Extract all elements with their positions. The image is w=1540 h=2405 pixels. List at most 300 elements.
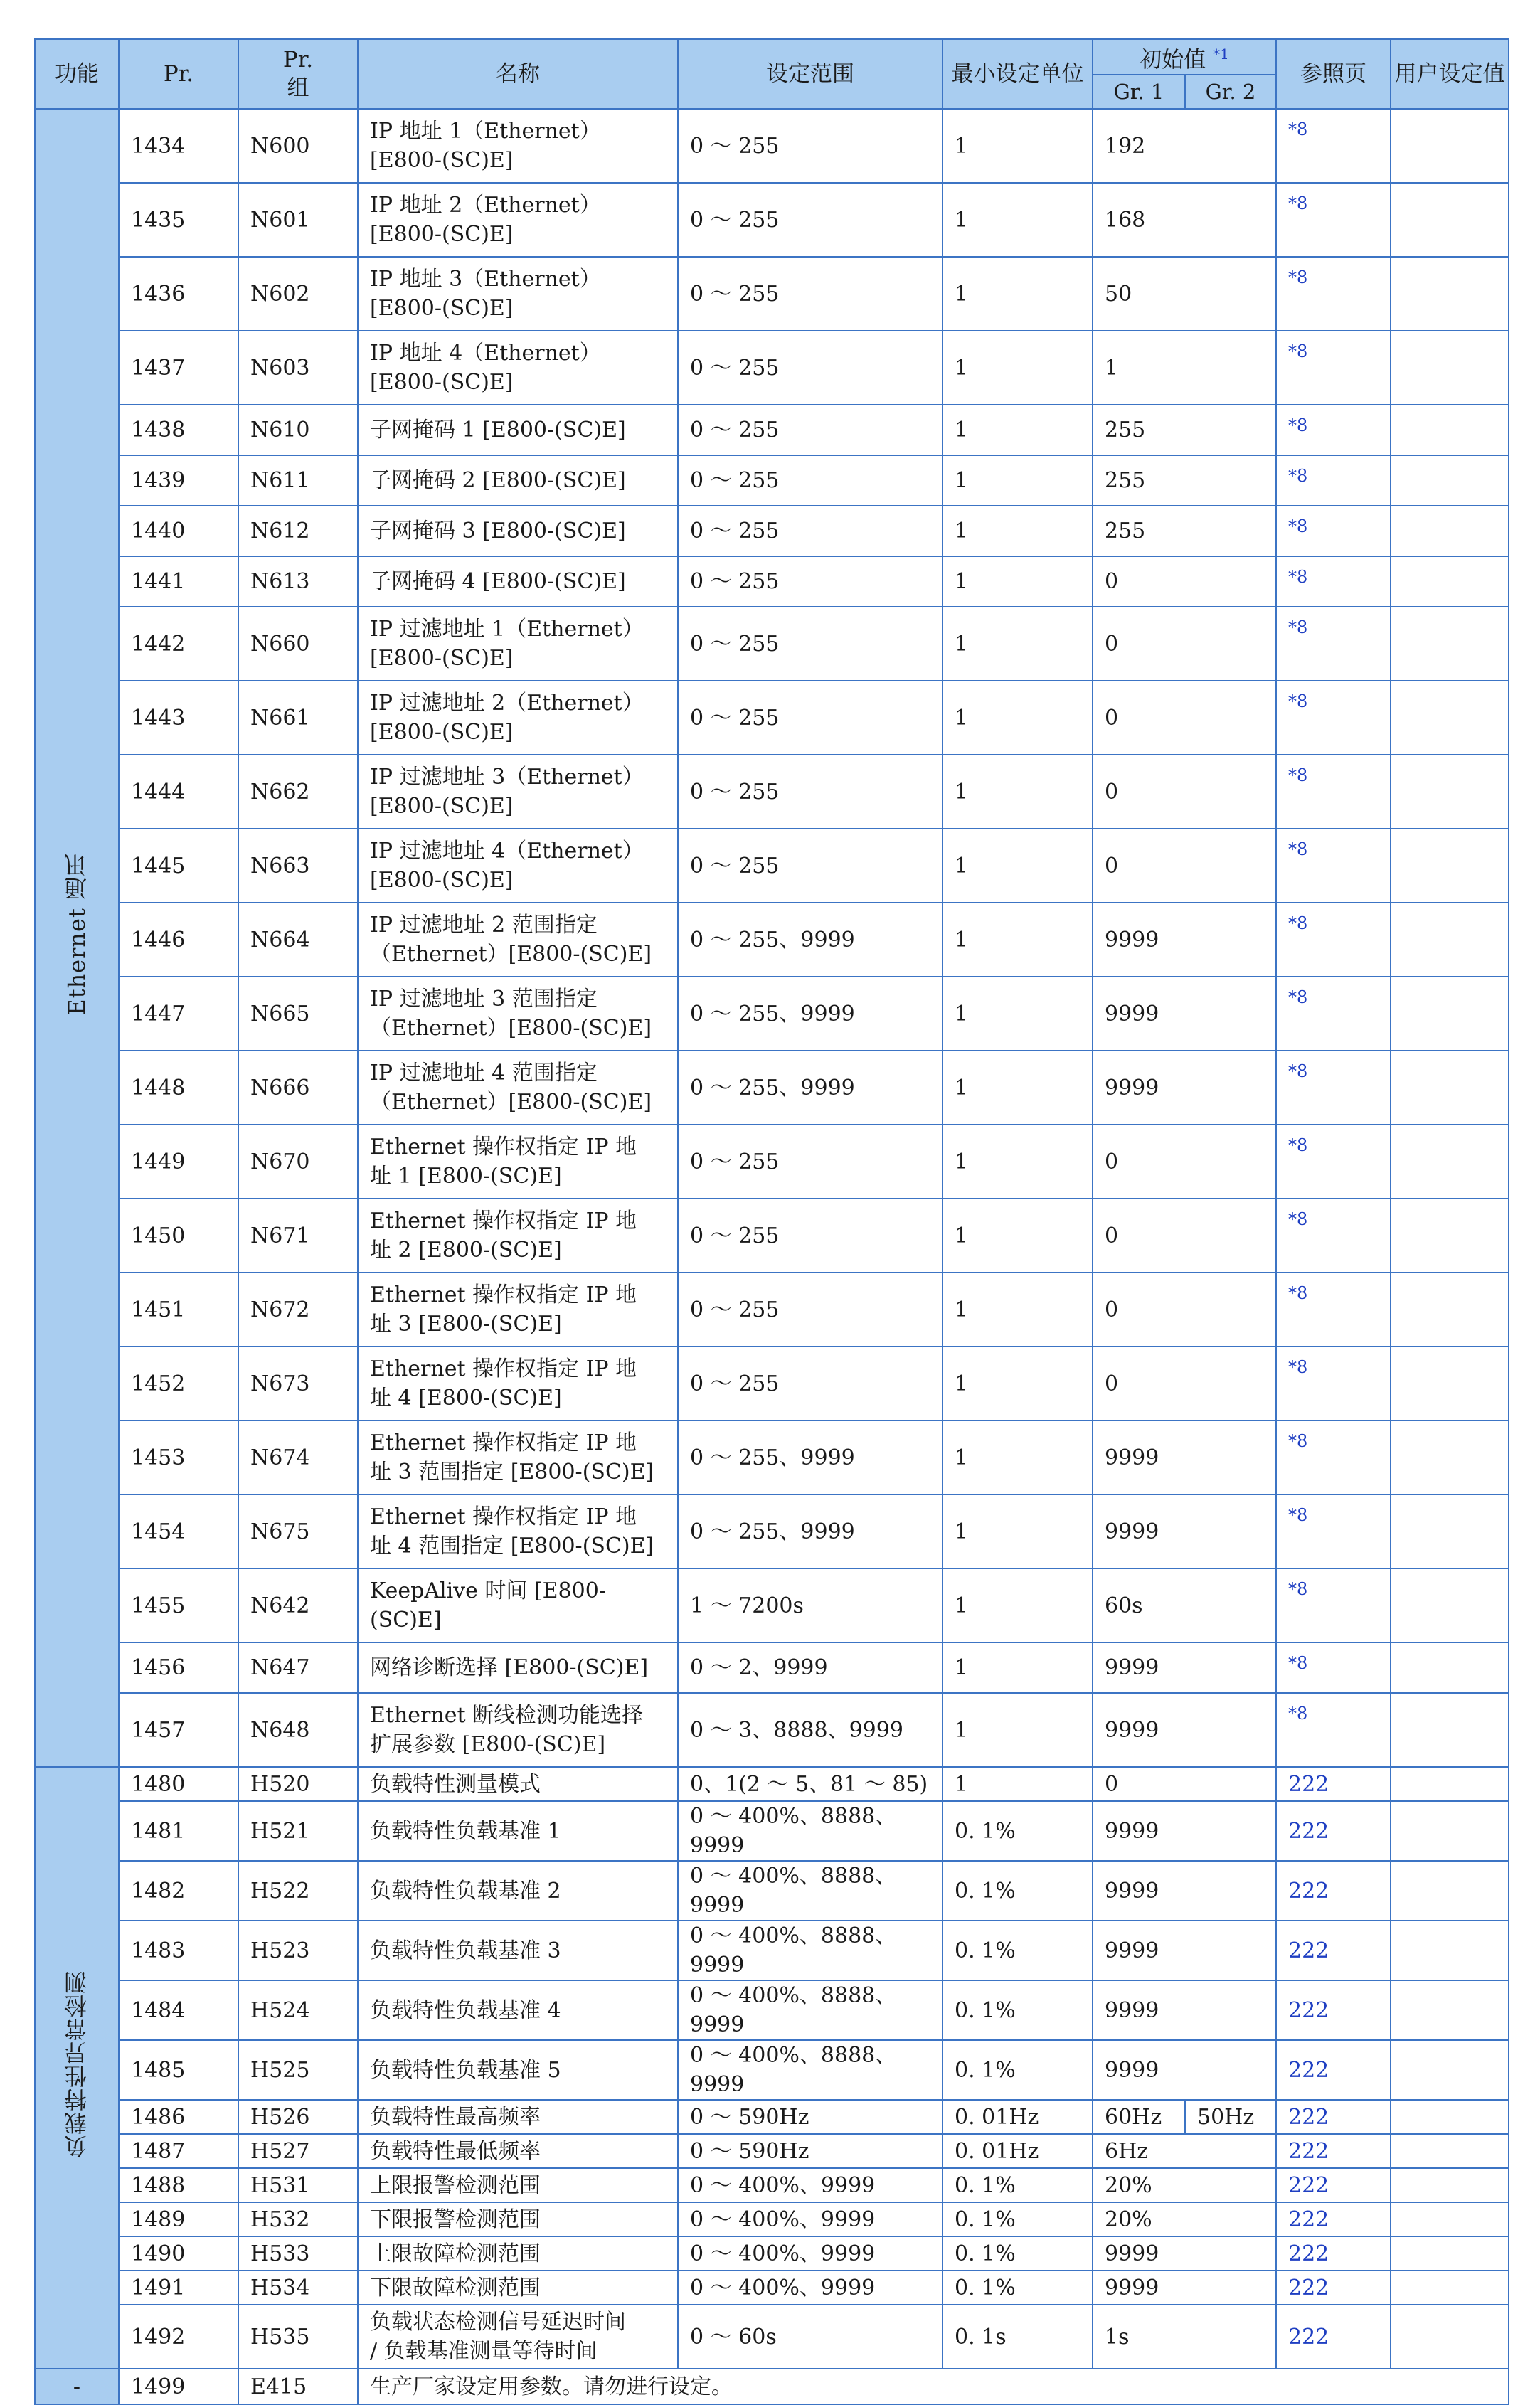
pr-group: H521 bbox=[238, 1801, 358, 1861]
parameter-name bbox=[358, 506, 678, 556]
table-row bbox=[35, 1568, 1509, 1642]
setting-range: 0 ～ 60s bbox=[678, 2305, 942, 2369]
reference-page-link[interactable]: *8 bbox=[1276, 755, 1391, 829]
pr-number: 1441 bbox=[119, 556, 238, 607]
parameter-name-line: [E800-(SC)E] bbox=[370, 222, 514, 248]
pr-number: 1446 bbox=[119, 903, 238, 977]
initial-value: 255 bbox=[1093, 506, 1276, 556]
setting-range: 0 ～ 255 bbox=[678, 1199, 942, 1273]
user-setting-value bbox=[1391, 1921, 1509, 1980]
min-setting-unit: 1 bbox=[942, 1199, 1093, 1273]
header-gr1: Gr. 1 bbox=[1093, 75, 1185, 109]
parameter-name-line: / 负载基准测量等待时间 bbox=[370, 2339, 598, 2364]
table-row bbox=[35, 2134, 1509, 2168]
reference-page-link[interactable]: 222 bbox=[1276, 1801, 1391, 1861]
parameter-name-line: 负载状态检测信号延迟时间 bbox=[370, 2310, 626, 2335]
pr-group: H527 bbox=[238, 2134, 358, 2168]
pr-group: H531 bbox=[238, 2168, 358, 2202]
initial-value: 168 bbox=[1093, 183, 1276, 257]
user-setting-value bbox=[1391, 2202, 1509, 2236]
parameter-name-line: Ethernet 断线检测功能选择 bbox=[370, 1703, 644, 1729]
setting-range: 0 ～ 255 bbox=[678, 183, 942, 257]
parameter-name bbox=[358, 1861, 678, 1921]
setting-range: 0 ～ 400%、8888、9999 bbox=[678, 1861, 942, 1921]
pr-group: N674 bbox=[238, 1421, 358, 1495]
min-setting-unit: 1 bbox=[942, 405, 1093, 455]
reference-page-link[interactable]: 222 bbox=[1276, 2236, 1391, 2271]
user-setting-value bbox=[1391, 183, 1509, 257]
pr-group: H535 bbox=[238, 2305, 358, 2369]
parameter-name-line: 址 4 范围指定 [E800-(SC)E] bbox=[370, 1534, 654, 1559]
min-setting-unit: 1 bbox=[942, 681, 1093, 755]
initial-value: 0 bbox=[1093, 1125, 1276, 1199]
pr-number: 1438 bbox=[119, 405, 238, 455]
parameter-name bbox=[358, 1495, 678, 1568]
parameter-name bbox=[358, 1801, 678, 1861]
pr-group: N672 bbox=[238, 1273, 358, 1347]
pr-group: H532 bbox=[238, 2202, 358, 2236]
parameter-name bbox=[358, 2236, 678, 2271]
parameter-name bbox=[358, 2100, 678, 2134]
parameter-name-line: 下限报警检测范围 bbox=[370, 2207, 541, 2232]
parameter-name bbox=[358, 1421, 678, 1495]
manufacturer-note: 生产厂家设定用参数。请勿进行设定。 bbox=[358, 2369, 1509, 2404]
parameter-name-line: 子网掩码 3 [E800-(SC)E] bbox=[370, 519, 626, 544]
min-setting-unit: 0. 1% bbox=[942, 2040, 1093, 2100]
pr-group: N600 bbox=[238, 109, 358, 183]
reference-page-link[interactable]: *8 bbox=[1276, 829, 1391, 903]
parameter-name bbox=[358, 2202, 678, 2236]
reference-page-link[interactable]: *8 bbox=[1276, 331, 1391, 405]
initial-value: 255 bbox=[1093, 405, 1276, 455]
initial-value: 20% bbox=[1093, 2202, 1276, 2236]
pr-number: 1456 bbox=[119, 1642, 238, 1693]
pr-number: 1449 bbox=[119, 1125, 238, 1199]
parameter-name-line: IP 过滤地址 2 范围指定 bbox=[370, 913, 598, 938]
parameter-name-line: IP 过滤地址 3（Ethernet） bbox=[370, 765, 644, 790]
parameter-name-line: 负载特性负载基准 3 bbox=[370, 1938, 561, 1963]
function-group-label: 负载特性异常检测 bbox=[63, 1970, 90, 2158]
table-row bbox=[35, 405, 1509, 455]
min-setting-unit: 1 bbox=[942, 455, 1093, 506]
parameter-name bbox=[358, 829, 678, 903]
user-setting-value bbox=[1391, 257, 1509, 331]
pr-group: N662 bbox=[238, 755, 358, 829]
parameter-name-line: IP 过滤地址 2（Ethernet） bbox=[370, 691, 644, 716]
setting-range: 0 ～ 3、8888、9999 bbox=[678, 1693, 942, 1767]
user-setting-value bbox=[1391, 405, 1509, 455]
pr-group: H523 bbox=[238, 1921, 358, 1980]
header-name: 名称 bbox=[358, 39, 678, 109]
pr-number: 1436 bbox=[119, 257, 238, 331]
table-row bbox=[35, 2236, 1509, 2271]
parameter-name-line: 负载特性最高频率 bbox=[370, 2104, 541, 2130]
parameter-name-line: 负载特性最低频率 bbox=[370, 2138, 541, 2164]
pr-group: N665 bbox=[238, 977, 358, 1051]
user-setting-value bbox=[1391, 755, 1509, 829]
pr-number: 1439 bbox=[119, 455, 238, 506]
parameter-name bbox=[358, 183, 678, 257]
parameter-name-line: 网络诊断选择 [E800-(SC)E] bbox=[370, 1655, 649, 1681]
setting-range: 0 ～ 255 bbox=[678, 1273, 942, 1347]
user-setting-value bbox=[1391, 2040, 1509, 2100]
setting-range: 0 ～ 400%、9999 bbox=[678, 2271, 942, 2305]
table-row bbox=[35, 1801, 1509, 1861]
reference-page-link[interactable]: *8 bbox=[1276, 183, 1391, 257]
table-row bbox=[35, 2305, 1509, 2369]
pr-group: N670 bbox=[238, 1125, 358, 1199]
min-setting-unit: 0. 1% bbox=[942, 1861, 1093, 1921]
user-setting-value bbox=[1391, 1801, 1509, 1861]
pr-number: 1499 bbox=[119, 2369, 238, 2404]
user-setting-value bbox=[1391, 607, 1509, 681]
table-row bbox=[35, 977, 1509, 1051]
initial-value: 1s bbox=[1093, 2305, 1276, 2369]
parameter-name bbox=[358, 2305, 678, 2369]
setting-range: 0 ～ 255 bbox=[678, 109, 942, 183]
reference-page-link[interactable]: *8 bbox=[1276, 1273, 1391, 1347]
parameter-name-line: 子网掩码 2 [E800-(SC)E] bbox=[370, 468, 626, 494]
initial-value: 9999 bbox=[1093, 903, 1276, 977]
pr-number: 1445 bbox=[119, 829, 238, 903]
initial-value: 0 bbox=[1093, 755, 1276, 829]
pr-group: N671 bbox=[238, 1199, 358, 1273]
reference-page-link[interactable]: *8 bbox=[1276, 109, 1391, 183]
initial-value: 9999 bbox=[1093, 1495, 1276, 1568]
reference-page-link[interactable]: *8 bbox=[1276, 1125, 1391, 1199]
reference-page-link[interactable]: *8 bbox=[1276, 1347, 1391, 1421]
user-setting-value bbox=[1391, 1273, 1509, 1347]
parameter-name-line: Ethernet 操作权指定 IP 地 bbox=[370, 1135, 637, 1160]
parameter-name bbox=[358, 1693, 678, 1767]
parameter-name-line: 址 3 范围指定 [E800-(SC)E] bbox=[370, 1460, 654, 1485]
parameter-name bbox=[358, 1199, 678, 1273]
parameter-name-line: (SC)E] bbox=[370, 1608, 442, 1633]
pr-number: 1483 bbox=[119, 1921, 238, 1980]
reference-page-link[interactable]: *8 bbox=[1276, 257, 1391, 331]
initial-value-gr1: 60Hz bbox=[1093, 2100, 1185, 2134]
table-row bbox=[35, 607, 1509, 681]
user-setting-value bbox=[1391, 1125, 1509, 1199]
pr-number: 1435 bbox=[119, 183, 238, 257]
pr-number: 1453 bbox=[119, 1421, 238, 1495]
user-setting-value bbox=[1391, 331, 1509, 405]
table-row bbox=[35, 903, 1509, 977]
table-row bbox=[35, 257, 1509, 331]
user-setting-value bbox=[1391, 1568, 1509, 1642]
table-row bbox=[35, 183, 1509, 257]
parameter-name bbox=[358, 1125, 678, 1199]
table-row bbox=[35, 506, 1509, 556]
table-row bbox=[35, 1421, 1509, 1495]
parameter-name bbox=[358, 755, 678, 829]
pr-group: H526 bbox=[238, 2100, 358, 2134]
header-func: 功能 bbox=[35, 39, 119, 109]
table-body bbox=[35, 109, 1509, 2404]
setting-range: 0 ～ 255、9999 bbox=[678, 977, 942, 1051]
pr-number: 1450 bbox=[119, 1199, 238, 1273]
parameter-name bbox=[358, 405, 678, 455]
initial-value: 9999 bbox=[1093, 1861, 1276, 1921]
reference-page-link[interactable]: 222 bbox=[1276, 2271, 1391, 2305]
pr-number: 1443 bbox=[119, 681, 238, 755]
parameter-name bbox=[358, 681, 678, 755]
parameter-table bbox=[34, 38, 1509, 2405]
pr-number: 1484 bbox=[119, 1980, 238, 2040]
parameter-name-line: IP 地址 2（Ethernet） bbox=[370, 193, 601, 218]
initial-value: 9999 bbox=[1093, 1801, 1276, 1861]
reference-page-link[interactable]: *8 bbox=[1276, 977, 1391, 1051]
header-group: Pr. 组 bbox=[238, 39, 358, 109]
parameter-name bbox=[358, 903, 678, 977]
parameter-name-line: IP 地址 3（Ethernet） bbox=[370, 267, 601, 292]
parameter-name-line: 负载特性测量模式 bbox=[370, 1771, 541, 1797]
reference-page-link[interactable]: 222 bbox=[1276, 2134, 1391, 2168]
min-setting-unit: 1 bbox=[942, 1642, 1093, 1693]
reference-page-link[interactable]: 222 bbox=[1276, 2100, 1391, 2134]
pr-number: 1437 bbox=[119, 331, 238, 405]
min-setting-unit: 1 bbox=[942, 903, 1093, 977]
setting-range: 0 ～ 255 bbox=[678, 755, 942, 829]
initial-value: 9999 bbox=[1093, 1693, 1276, 1767]
pr-number: 1491 bbox=[119, 2271, 238, 2305]
pr-number: 1482 bbox=[119, 1861, 238, 1921]
pr-group: H522 bbox=[238, 1861, 358, 1921]
parameter-name-line: 址 4 [E800-(SC)E] bbox=[370, 1386, 562, 1411]
initial-value: 255 bbox=[1093, 455, 1276, 506]
initial-value: 60s bbox=[1093, 1568, 1276, 1642]
reference-page-link[interactable]: *8 bbox=[1276, 1568, 1391, 1642]
initial-value-gr2: 50Hz bbox=[1185, 2100, 1276, 2134]
parameter-name bbox=[358, 257, 678, 331]
parameter-name-line: （Ethernet）[E800-(SC)E] bbox=[370, 942, 652, 967]
table-row bbox=[35, 2100, 1509, 2134]
setting-range: 0 ～ 255 bbox=[678, 556, 942, 607]
reference-page-link[interactable]: *8 bbox=[1276, 1051, 1391, 1125]
initial-value: 0 bbox=[1093, 607, 1276, 681]
table-row bbox=[35, 829, 1509, 903]
reference-page-link[interactable]: *8 bbox=[1276, 607, 1391, 681]
user-setting-value bbox=[1391, 1051, 1509, 1125]
initial-value: 9999 bbox=[1093, 1421, 1276, 1495]
reference-page-link[interactable]: *8 bbox=[1276, 681, 1391, 755]
setting-range: 1 ～ 7200s bbox=[678, 1568, 942, 1642]
setting-range: 0 ～ 590Hz bbox=[678, 2134, 942, 2168]
min-setting-unit: 1 bbox=[942, 829, 1093, 903]
pr-group: H533 bbox=[238, 2236, 358, 2271]
reference-page-link[interactable]: 222 bbox=[1276, 2305, 1391, 2369]
parameter-name-line: （Ethernet）[E800-(SC)E] bbox=[370, 1090, 652, 1115]
min-setting-unit: 1 bbox=[942, 1693, 1093, 1767]
setting-range: 0 ～ 400%、9999 bbox=[678, 2168, 942, 2202]
min-setting-unit: 1 bbox=[942, 1767, 1093, 1801]
initial-value: 0 bbox=[1093, 829, 1276, 903]
pr-group: N648 bbox=[238, 1693, 358, 1767]
min-setting-unit: 0. 1% bbox=[942, 1801, 1093, 1861]
user-setting-value bbox=[1391, 903, 1509, 977]
parameter-name-line: Ethernet 操作权指定 IP 地 bbox=[370, 1357, 637, 1382]
table-row bbox=[35, 331, 1509, 405]
reference-page-link[interactable]: 222 bbox=[1276, 1861, 1391, 1921]
table-row bbox=[35, 1980, 1509, 2040]
user-setting-value bbox=[1391, 1980, 1509, 2040]
setting-range: 0、1(2 ～ 5、81 ～ 85) bbox=[678, 1767, 942, 1801]
reference-page-link[interactable]: *8 bbox=[1276, 903, 1391, 977]
reference-page-link[interactable]: *8 bbox=[1276, 405, 1391, 455]
initial-value: 9999 bbox=[1093, 2040, 1276, 2100]
initial-value: 0 bbox=[1093, 681, 1276, 755]
pr-number: 1480 bbox=[119, 1767, 238, 1801]
pr-group: N664 bbox=[238, 903, 358, 977]
header-ref: 参照页 bbox=[1276, 39, 1391, 109]
parameter-name-line: 址 1 [E800-(SC)E] bbox=[370, 1164, 562, 1189]
parameter-table-page bbox=[34, 38, 1508, 2405]
parameter-name bbox=[358, 1921, 678, 1980]
setting-range: 0 ～ 255 bbox=[678, 506, 942, 556]
parameter-name-line: Ethernet 操作权指定 IP 地 bbox=[370, 1209, 637, 1234]
min-setting-unit: 1 bbox=[942, 1125, 1093, 1199]
pr-group: N603 bbox=[238, 331, 358, 405]
setting-range: 0 ～ 255 bbox=[678, 1125, 942, 1199]
setting-range: 0 ～ 400%、8888、9999 bbox=[678, 2040, 942, 2100]
pr-number: 1481 bbox=[119, 1801, 238, 1861]
user-setting-value bbox=[1391, 2168, 1509, 2202]
table-row bbox=[35, 1125, 1509, 1199]
parameter-name-line: 上限故障检测范围 bbox=[370, 2241, 541, 2266]
min-setting-unit: 1 bbox=[942, 1495, 1093, 1568]
reference-page-link[interactable]: 222 bbox=[1276, 2168, 1391, 2202]
parameter-name-line: 负载特性负载基准 1 bbox=[370, 1818, 561, 1844]
pr-group: N601 bbox=[238, 183, 358, 257]
user-setting-value bbox=[1391, 2236, 1509, 2271]
parameter-name-line: 址 3 [E800-(SC)E] bbox=[370, 1312, 562, 1337]
reference-page-link[interactable]: *8 bbox=[1276, 1495, 1391, 1568]
table-row bbox=[35, 2369, 1509, 2404]
parameter-name-line: IP 地址 4（Ethernet） bbox=[370, 341, 601, 366]
pr-number: 1490 bbox=[119, 2236, 238, 2271]
table-row bbox=[35, 1693, 1509, 1767]
pr-group: N675 bbox=[238, 1495, 358, 1568]
parameter-name-line: IP 过滤地址 3 范围指定 bbox=[370, 987, 598, 1012]
reference-page-link[interactable]: *8 bbox=[1276, 455, 1391, 506]
reference-page-link[interactable]: *8 bbox=[1276, 506, 1391, 556]
pr-number: 1488 bbox=[119, 2168, 238, 2202]
reference-page-link[interactable]: 222 bbox=[1276, 1921, 1391, 1980]
user-setting-value bbox=[1391, 506, 1509, 556]
pr-number: 1448 bbox=[119, 1051, 238, 1125]
user-setting-value bbox=[1391, 829, 1509, 903]
parameter-name bbox=[358, 455, 678, 506]
function-group-cell bbox=[35, 109, 119, 1767]
reference-page-link[interactable]: 222 bbox=[1276, 2040, 1391, 2100]
user-setting-value bbox=[1391, 109, 1509, 183]
min-setting-unit: 0. 1% bbox=[942, 1921, 1093, 1980]
parameter-name-line: （Ethernet）[E800-(SC)E] bbox=[370, 1016, 652, 1041]
reference-page-link[interactable]: 222 bbox=[1276, 2202, 1391, 2236]
initial-value: 50 bbox=[1093, 257, 1276, 331]
setting-range: 0 ～ 400%、8888、9999 bbox=[678, 1980, 942, 2040]
initial-value: 0 bbox=[1093, 1347, 1276, 1421]
table-row bbox=[35, 1767, 1509, 1801]
user-setting-value bbox=[1391, 556, 1509, 607]
setting-range: 0 ～ 255、9999 bbox=[678, 1495, 942, 1568]
setting-range: 0 ～ 255 bbox=[678, 1347, 942, 1421]
pr-group: N613 bbox=[238, 556, 358, 607]
function-group-cell bbox=[35, 2369, 119, 2404]
reference-page-link[interactable]: *8 bbox=[1276, 1421, 1391, 1495]
pr-group: N602 bbox=[238, 257, 358, 331]
reference-page-link[interactable]: 222 bbox=[1276, 1980, 1391, 2040]
table-row bbox=[35, 1347, 1509, 1421]
reference-page-link[interactable]: *8 bbox=[1276, 556, 1391, 607]
user-setting-value bbox=[1391, 1861, 1509, 1921]
parameter-name bbox=[358, 109, 678, 183]
user-setting-value bbox=[1391, 1495, 1509, 1568]
initial-value: 0 bbox=[1093, 1273, 1276, 1347]
parameter-name-line: [E800-(SC)E] bbox=[370, 868, 514, 893]
min-setting-unit: 1 bbox=[942, 183, 1093, 257]
table-row bbox=[35, 2202, 1509, 2236]
parameter-name-line: KeepAlive 时间 [E800- bbox=[370, 1578, 606, 1604]
min-setting-unit: 1 bbox=[942, 331, 1093, 405]
initial-value: 9999 bbox=[1093, 977, 1276, 1051]
parameter-name-line: 址 2 [E800-(SC)E] bbox=[370, 1238, 562, 1263]
pr-group: H524 bbox=[238, 1980, 358, 2040]
parameter-name bbox=[358, 1980, 678, 2040]
pr-group: N661 bbox=[238, 681, 358, 755]
user-setting-value bbox=[1391, 2100, 1509, 2134]
parameter-name-line: IP 地址 1（Ethernet） bbox=[370, 119, 601, 144]
setting-range: 0 ～ 255 bbox=[678, 405, 942, 455]
user-setting-value bbox=[1391, 1347, 1509, 1421]
pr-number: 1451 bbox=[119, 1273, 238, 1347]
reference-page-link[interactable]: *8 bbox=[1276, 1199, 1391, 1273]
pr-number: 1454 bbox=[119, 1495, 238, 1568]
pr-group: N612 bbox=[238, 506, 358, 556]
pr-number: 1455 bbox=[119, 1568, 238, 1642]
reference-page-link[interactable]: *8 bbox=[1276, 1693, 1391, 1767]
min-setting-unit: 1 bbox=[942, 1568, 1093, 1642]
parameter-name bbox=[358, 1642, 678, 1693]
min-setting-unit: 1 bbox=[942, 1273, 1093, 1347]
reference-page-link[interactable]: *8 bbox=[1276, 1642, 1391, 1693]
table-row bbox=[35, 681, 1509, 755]
initial-value: 9999 bbox=[1093, 1921, 1276, 1980]
pr-group: H520 bbox=[238, 1767, 358, 1801]
initial-value: 0 bbox=[1093, 1767, 1276, 1801]
initial-value: 0 bbox=[1093, 1199, 1276, 1273]
parameter-name-line: Ethernet 操作权指定 IP 地 bbox=[370, 1430, 637, 1456]
min-setting-unit: 1 bbox=[942, 1347, 1093, 1421]
setting-range: 0 ～ 2、9999 bbox=[678, 1642, 942, 1693]
min-setting-unit: 0. 1% bbox=[942, 2202, 1093, 2236]
user-setting-value bbox=[1391, 1642, 1509, 1693]
table-row bbox=[35, 556, 1509, 607]
pr-number: 1492 bbox=[119, 2305, 238, 2369]
pr-group: H534 bbox=[238, 2271, 358, 2305]
parameter-name bbox=[358, 607, 678, 681]
setting-range: 0 ～ 590Hz bbox=[678, 2100, 942, 2134]
setting-range: 0 ～ 400%、9999 bbox=[678, 2202, 942, 2236]
min-setting-unit: 1 bbox=[942, 109, 1093, 183]
pr-group: N663 bbox=[238, 829, 358, 903]
parameter-name bbox=[358, 1767, 678, 1801]
initial-value: 9999 bbox=[1093, 1051, 1276, 1125]
min-setting-unit: 0. 1% bbox=[942, 1980, 1093, 2040]
parameter-name bbox=[358, 2168, 678, 2202]
table-row bbox=[35, 755, 1509, 829]
reference-page-link[interactable]: 222 bbox=[1276, 1767, 1391, 1801]
